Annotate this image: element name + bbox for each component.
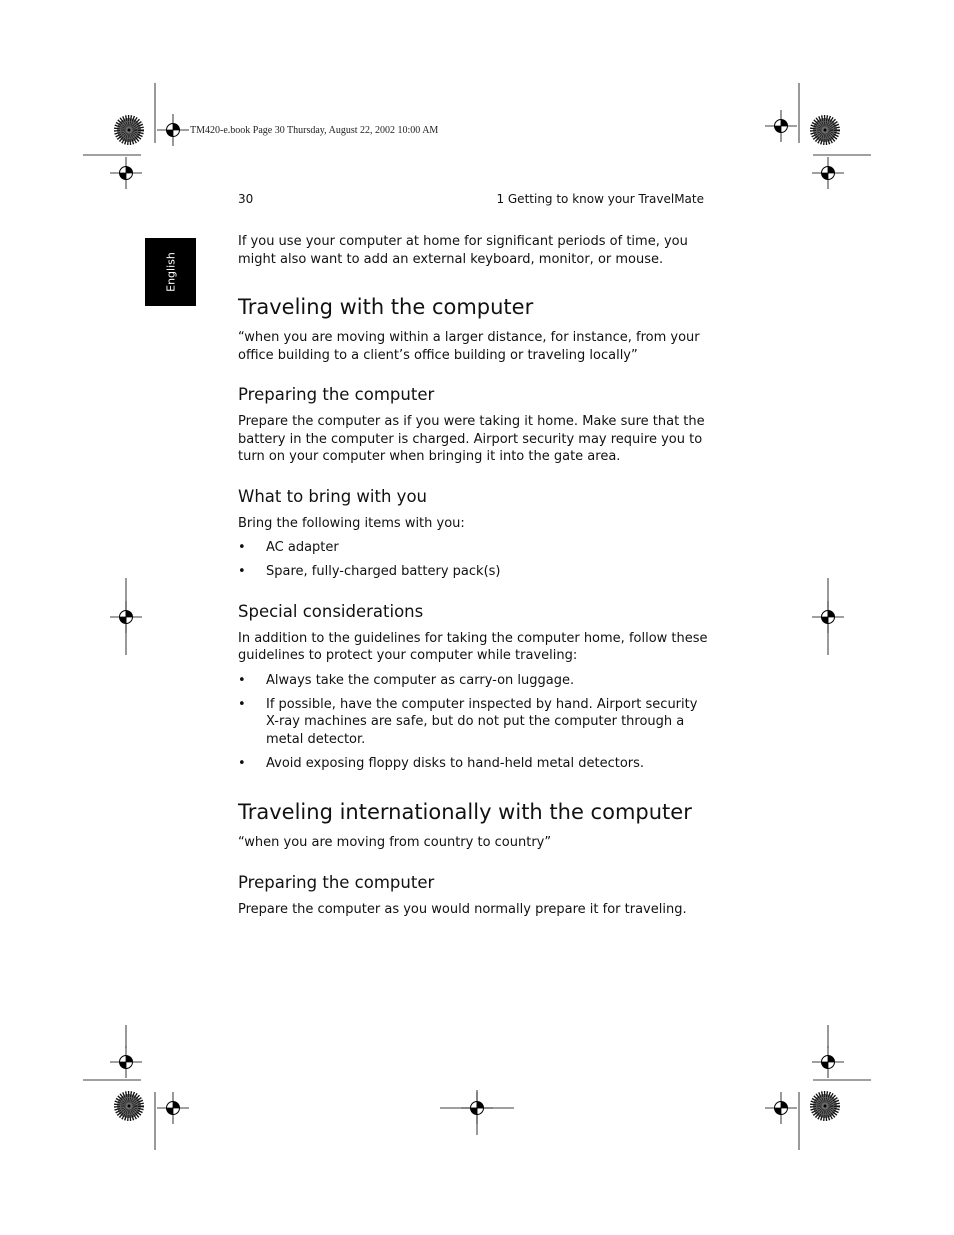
- page-number: 30: [238, 192, 254, 206]
- list-item: • Spare, fully-charged battery pack(s): [238, 563, 708, 581]
- chapter-running-head: 1 Getting to know your TravelMate: [496, 192, 704, 206]
- registration-mark-icon: [110, 1046, 142, 1078]
- section-heading: Traveling internationally with the computer: [238, 800, 692, 824]
- section-quote: “when you are moving within a larger distance, for instance, from your office building to a client’s office building or traveling locally”: [238, 330, 700, 363]
- body-paragraph: In addition to the guidelines for taking the computer home, follow these guidelines to protect your computer while traveling:: [238, 630, 708, 663]
- language-tab: [145, 238, 196, 306]
- subsection-heading: What to bring with you: [238, 486, 427, 506]
- body-paragraph: Prepare the computer as you would normally prepare it for traveling.: [238, 901, 687, 917]
- section-heading: Traveling with the computer: [238, 295, 534, 319]
- color-bar-star-icon: [813, 1094, 837, 1118]
- page-content: [238, 233, 708, 918]
- list-item: • Always take the computer as carry-on luggage.: [238, 672, 708, 690]
- subsection-heading: Special considerations: [238, 601, 424, 621]
- print-slug: TM420-e.book Page 30 Thursday, August 22, 2002 10:00 AM: [190, 125, 439, 136]
- bullet-list: [238, 672, 708, 773]
- registration-mark-icon: [812, 157, 844, 189]
- list-item: • AC adapter: [238, 539, 708, 557]
- subsection-heading: Preparing the computer: [238, 872, 435, 892]
- subsection-heading: Preparing the computer: [238, 385, 435, 404]
- body-paragraph: Prepare the computer as if you were taking it home. Make sure that the battery in the computer is charged. Airport security may require you to turn on your computer when bringing it into the gate area.: [238, 414, 705, 464]
- registration-mark-icon: [157, 114, 189, 146]
- registration-mark-icon: [765, 1092, 797, 1124]
- color-bar-star-icon: [117, 1094, 141, 1118]
- list-item: • If possible, have the computer inspected by hand. Airport security X-ray machines are safe, but do not put the computer through a metal detector.: [238, 696, 708, 749]
- intro-paragraph: If you use your computer at home for significant periods of time, you might also want to add an external keyboard, monitor, or mouse.: [238, 234, 688, 267]
- language-tab-label: English: [164, 252, 177, 292]
- registration-mark-icon: [812, 1046, 844, 1078]
- body-paragraph: Bring the following items with you:: [238, 515, 465, 531]
- registration-mark-icon: [110, 157, 142, 189]
- bullet-list: [238, 539, 708, 581]
- list-item: • Avoid exposing floppy disks to hand-held metal detectors.: [238, 755, 708, 773]
- registration-mark-icon: [157, 1092, 189, 1124]
- section-quote: “when you are moving from country to country”: [238, 835, 552, 850]
- registration-mark-icon: [765, 110, 797, 142]
- color-bar-star-icon: [117, 118, 141, 142]
- color-bar-star-icon: [813, 118, 837, 142]
